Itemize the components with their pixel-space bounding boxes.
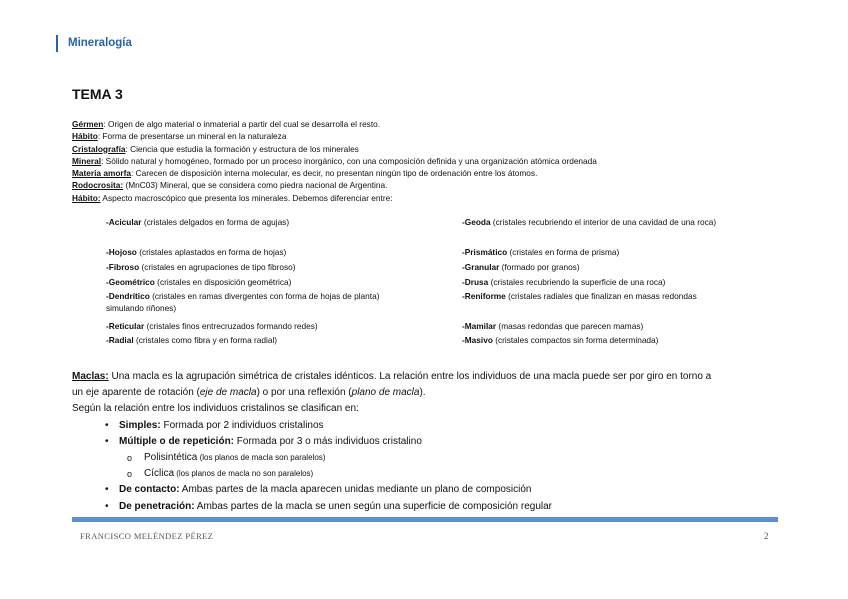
bullet-icon: • bbox=[105, 435, 109, 447]
list-text: (los planos de macla no son paralelos) bbox=[174, 469, 314, 479]
maclas-paragraph-cont bbox=[72, 385, 782, 401]
section-title: TEMA 3 bbox=[72, 86, 123, 102]
definition-term: Mineral bbox=[72, 155, 102, 166]
maclas-section bbox=[72, 369, 782, 515]
definition-text: Aspecto macroscópico que presenta los minerales. Debemos diferenciar entre: bbox=[100, 192, 393, 203]
definition-term: Cristalografía bbox=[72, 143, 126, 154]
list-item bbox=[72, 418, 782, 434]
bullet-icon: • bbox=[105, 419, 109, 431]
list-text: Ambas partes de la macla aparecen unidas mediante un plano de composición bbox=[179, 484, 532, 496]
page-number: 2 bbox=[764, 531, 769, 541]
definitions-block bbox=[72, 118, 782, 204]
habit-row bbox=[106, 276, 666, 288]
maclas-paragraph bbox=[72, 369, 782, 385]
habit-row bbox=[106, 216, 717, 228]
habit-desc: (cristales como fibra y en forma radial) bbox=[133, 335, 278, 345]
habit-name: -Hojoso bbox=[106, 247, 137, 257]
habit-name: -Fibroso bbox=[106, 262, 140, 272]
habit-name: -Radial bbox=[106, 335, 134, 345]
habit-row bbox=[106, 261, 580, 273]
list-text: Formada por 2 individuos cristalinos bbox=[160, 419, 324, 431]
definition-row bbox=[72, 118, 782, 130]
bullet-icon: • bbox=[105, 500, 109, 512]
list-term: Cíclica bbox=[144, 468, 175, 480]
definition-text: : Origen de algo material o inmaterial a partir del cual se desarrolla el resto. bbox=[103, 119, 381, 129]
sub-list-item bbox=[72, 450, 782, 466]
habit-desc: (cristales en agrupaciones de tipo fibroso) bbox=[139, 262, 296, 272]
sub-list-item bbox=[72, 466, 782, 482]
list-item bbox=[72, 434, 782, 450]
text-italic: eje de macla bbox=[199, 387, 257, 399]
footer-divider bbox=[72, 517, 778, 522]
definition-row bbox=[72, 179, 782, 191]
habit-row bbox=[106, 246, 620, 258]
habit-desc-continued: simulando riñones) bbox=[106, 303, 177, 314]
definition-term: Hábito: bbox=[72, 192, 101, 203]
definition-row bbox=[72, 167, 782, 179]
bullet-icon: • bbox=[105, 484, 109, 496]
habit-name: -Dendrítico bbox=[106, 291, 150, 301]
definition-term: Rodocrosita: bbox=[72, 180, 124, 191]
habit-desc: (cristales en forma de prisma) bbox=[507, 247, 620, 257]
habit-name: -Drusa bbox=[462, 277, 489, 287]
text-run: ) o por una reflexión ( bbox=[256, 387, 352, 399]
habit-row bbox=[106, 290, 697, 315]
habit-name: -Reticular bbox=[106, 321, 145, 331]
list-term: Múltiple o de repetición: bbox=[119, 435, 235, 447]
habit-desc: (masas redondas que parecen mamas) bbox=[496, 321, 644, 331]
habit-name: -Geoda bbox=[462, 217, 491, 227]
list-term: Polisintética bbox=[144, 452, 198, 464]
page-header bbox=[56, 34, 132, 52]
circle-bullet-icon: o bbox=[127, 469, 133, 480]
habit-name: -Geométrico bbox=[106, 277, 155, 287]
definition-row bbox=[72, 143, 782, 155]
definition-term: Gérmen bbox=[72, 119, 104, 129]
habit-row bbox=[106, 334, 659, 346]
definition-text: : Forma de presentarse un mineral en la naturaleza bbox=[97, 131, 287, 142]
text-run: un eje aparente de rotación ( bbox=[72, 387, 200, 399]
definition-row bbox=[72, 130, 782, 142]
circle-bullet-icon: o bbox=[127, 453, 133, 464]
habit-desc: (cristales delgados en forma de agujas) bbox=[141, 217, 290, 227]
list-term: De contacto: bbox=[119, 484, 180, 496]
definition-text: (MnC03) Mineral, que se considera como piedra nacional de Argentina. bbox=[123, 180, 388, 191]
header-accent-bar bbox=[56, 35, 58, 52]
habit-name: -Mamilar bbox=[462, 321, 497, 331]
habit-name: -Acicular bbox=[106, 217, 142, 227]
habit-desc: (cristales radiales que finalizan en masas redondas bbox=[505, 291, 697, 301]
text-run: Una macla es la agrupación simétrica de cristales idénticos. La relación entre los individuos de una macla puede ser por giro en torno a bbox=[108, 371, 712, 382]
maclas-intro: Según la relación entre los individuos cristalinos se clasifican en: bbox=[72, 403, 359, 415]
footer-author: FRANCISCO MELÉNDEZ PÉREZ bbox=[80, 531, 214, 541]
habit-desc: (formado por granos) bbox=[499, 262, 580, 272]
habit-desc: (cristales aplastados en forma de hojas) bbox=[136, 247, 287, 257]
definition-row bbox=[72, 155, 782, 167]
habit-desc: (cristales finos entrecruzados formando redes) bbox=[144, 321, 318, 331]
list-item bbox=[72, 499, 782, 515]
text-run: ). bbox=[419, 387, 426, 399]
habit-desc: (cristales en disposición geométrica) bbox=[154, 277, 292, 287]
habit-name: -Prismático bbox=[462, 247, 508, 257]
definition-text: : Carecen de disposición interna molecular, es decir, no presentan ningún tipo de ordenación entre los átomos. bbox=[131, 168, 538, 179]
definition-text: : Sólido natural y homogéneo, formado por un proceso inorgánico, con una composición definida y una organización atómica ordenada bbox=[101, 155, 597, 166]
list-item bbox=[72, 482, 782, 498]
list-text: Ambas partes de la macla se unen según una superficie de composición regular bbox=[194, 500, 553, 512]
habit-desc: (cristales en ramas divergentes con forma de hojas de planta) bbox=[149, 291, 380, 301]
definition-text: : Ciencia que estudia la formación y estructura de los minerales bbox=[125, 143, 359, 154]
list-text: Formada por 3 o más individuos cristalino bbox=[234, 435, 422, 447]
text-italic: plano de macla bbox=[351, 387, 420, 399]
habit-desc: (cristales recubriendo el interior de una cavidad de una roca) bbox=[490, 217, 717, 227]
habit-row bbox=[106, 320, 644, 332]
definition-term: Hábito bbox=[72, 131, 98, 142]
habit-name: -Granular bbox=[462, 262, 500, 272]
habit-desc: (cristales recubriendo la superficie de una roca) bbox=[488, 277, 666, 287]
habit-name: -Reniforme bbox=[462, 291, 506, 301]
list-term: De penetración: bbox=[119, 500, 195, 512]
list-term: Simples: bbox=[119, 419, 161, 431]
definition-term: Materia amorfa bbox=[72, 168, 132, 179]
habit-name: -Masivo bbox=[462, 335, 493, 345]
definition-row bbox=[72, 192, 782, 204]
maclas-term: Maclas: bbox=[72, 371, 109, 382]
header-title: Mineralogía bbox=[68, 37, 132, 49]
list-text: (los planos de macla son paralelos) bbox=[197, 453, 326, 463]
habit-desc: (cristales compactos sin forma determinada) bbox=[492, 335, 659, 345]
